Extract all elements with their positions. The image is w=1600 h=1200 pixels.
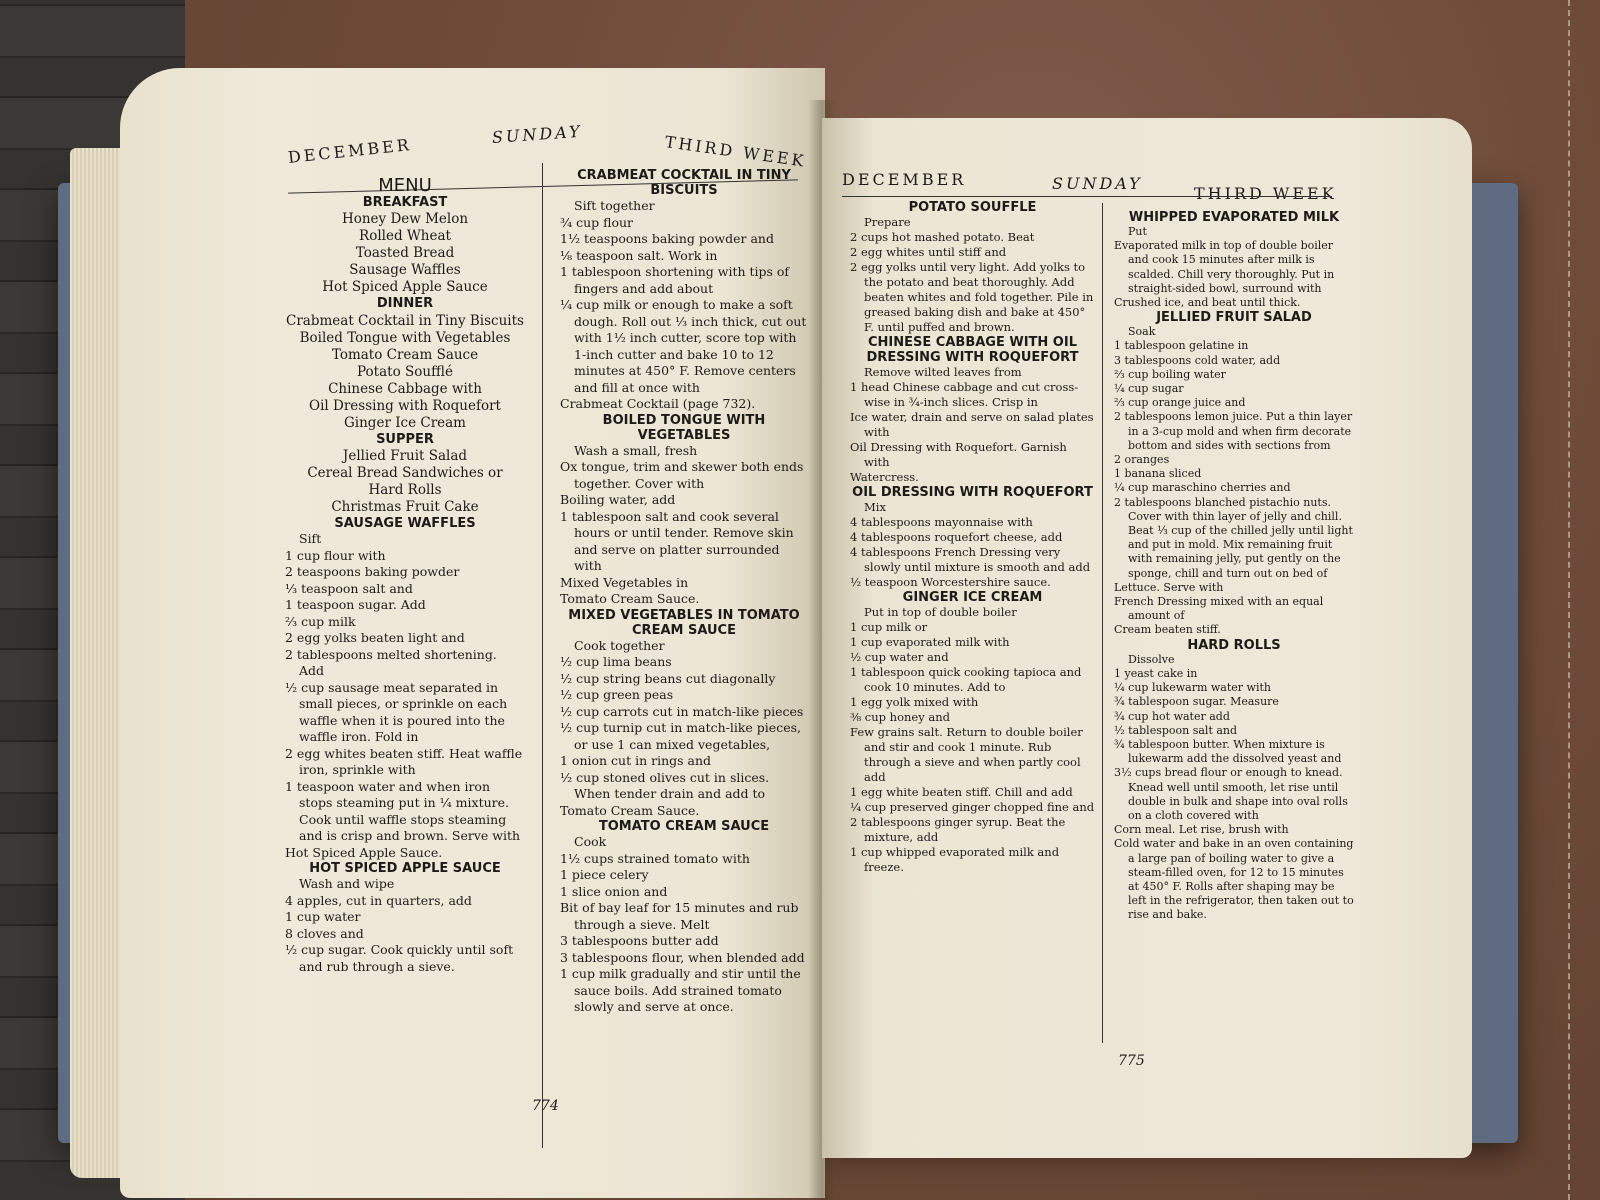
recipe-intro: Wash and wipe: [299, 876, 395, 891]
right-header-month: DECEMBER: [842, 170, 967, 189]
menu-item: Rolled Wheat: [359, 228, 451, 244]
menu-item: Chinese Cabbage with: [328, 380, 482, 397]
recipe-line: 1 tablespoon gelatine in: [1114, 339, 1249, 353]
recipe-title: MIXED VEGETABLES IN TOMATO CREAM SAUCE: [568, 607, 800, 638]
left-column-2: [560, 168, 808, 1016]
recipe: [285, 516, 525, 861]
recipe-line: 1 cup milk gradually and stir until the sauce boils. Add strained tomato slowly and serve at once.: [560, 966, 801, 1014]
recipe: [850, 335, 1095, 485]
recipe-line: 1 tablespoon shortening with tips of fingers and add about: [560, 264, 790, 296]
recipe-line: ½ cup water and: [850, 650, 949, 664]
recipe-line: 1 cup whipped evaporated milk and freeze.: [850, 845, 1060, 874]
recipe-line: 1 cup milk or: [850, 620, 928, 634]
left-column-rule: [542, 163, 543, 1148]
recipe-line: Cold water and bake in an oven containing a large pan of boiling water to give a steam-filled oven, for 12 to 15 minutes at 450° F. Rolls after shaping may be left in the refrigerator, then taken out to rise and bake.: [1114, 837, 1354, 922]
recipe-line: ½ teaspoon Worcestershire sauce.: [850, 575, 1051, 589]
menu-section-title: BREAKFAST: [362, 194, 448, 210]
recipe-title: BOILED TONGUE WITH VEGETABLES: [602, 412, 766, 443]
recipe-line: ¼ cup preserved ginger chopped fine and: [850, 800, 1095, 814]
recipe-title: HARD ROLLS: [1187, 637, 1281, 653]
recipe-line: ¼ cup lukewarm water with: [1114, 681, 1271, 695]
recipe-line: 1 yeast cake in: [1114, 666, 1198, 680]
recipe-line: Tomato Cream Sauce.: [560, 591, 700, 606]
recipe-line: Hot Spiced Apple Sauce.: [285, 844, 443, 860]
recipe-line: ½ cup turnip cut in match-like pieces, or use 1 can mixed vegetables,: [560, 720, 801, 752]
recipe-line: Mixed Vegetables in: [560, 574, 689, 590]
menu-item: Hard Rolls: [368, 482, 442, 498]
menu-item: Jellied Fruit Salad: [342, 448, 468, 464]
right-header-rule: [842, 196, 1332, 197]
recipe-line: 1½ teaspoons baking powder and: [560, 231, 774, 246]
recipe-title: WHIPPED EVAPORATED MILK: [1128, 210, 1340, 225]
recipe-line: ⅛ teaspoon salt. Work in: [560, 247, 718, 263]
recipe-intro: Prepare: [864, 215, 911, 229]
recipe-intro: Cook together: [574, 637, 665, 653]
recipe-line: 1 cup water: [285, 909, 361, 924]
recipe-line: ⅔ cup boiling water: [1114, 367, 1226, 381]
recipe-intro: Dissolve: [1128, 652, 1175, 666]
recipe-intro: Wash a small, fresh: [574, 442, 698, 458]
recipe-line: 1 teaspoon water and when iron stops steaming put in ¼ mixture. Cook until waffle stops steaming and is crisp and brown. Serve with: [285, 778, 521, 843]
recipe-line: 4 tablespoons French Dressing very slowly until mixture is smooth and add: [850, 545, 1091, 574]
recipe: [1114, 638, 1354, 923]
right-page-number: 775: [1118, 1053, 1145, 1069]
recipe-title: CRABMEAT COCKTAIL IN TINY BISCUITS: [577, 168, 791, 198]
recipe-line: 1 tablespoon salt and cook several hours or until tender. Remove skin and serve on platter surrounded with: [560, 508, 794, 573]
right-col1-recipes: [850, 200, 1095, 875]
recipe-line: ½ cup green peas: [560, 687, 674, 702]
recipe-line: 1 egg yolk mixed with: [850, 695, 979, 709]
recipe-line: 4 tablespoons roquefort cheese, add: [850, 530, 1063, 544]
recipe-line: 1 cup evaporated milk with: [850, 635, 1010, 649]
recipe-intro: Sift together: [574, 198, 655, 213]
recipe-title: CHINESE CABBAGE WITH OIL DRESSING WITH ROQUEFORT: [866, 335, 1079, 365]
recipe: [560, 608, 808, 820]
recipe-intro: Cook: [574, 834, 607, 849]
recipe-line: ⅜ cup honey and: [850, 710, 950, 724]
recipe-line: 3 tablespoons butter add: [560, 933, 719, 948]
menu-item: Boiled Tongue with Vegetables: [299, 329, 511, 346]
recipe-line: 2 cups hot mashed potato. Beat: [850, 230, 1035, 244]
menu-item: Honey Dew Melon: [341, 211, 469, 227]
recipe-line: ½ tablespoon salt and: [1114, 723, 1238, 737]
recipe-line: ¼ cup milk or enough to make a soft dough. Roll out ⅓ inch thick, cut out with 1½ inch cutter, score top with 1-inch cutter and bake 10 to 12 minutes at 450° F. Remove centers and fill at once with: [560, 297, 807, 395]
left-col2-recipes: [560, 168, 808, 1016]
recipe-line: Crabmeat Cocktail (page 732).: [560, 396, 756, 411]
menu-item: Potato Soufflé: [357, 363, 453, 380]
recipe-line: 1 slice onion and: [560, 883, 668, 899]
left-header-day: SUNDAY: [491, 121, 584, 147]
menu-item: Crabmeat Cocktail in Tiny Biscuits: [286, 312, 524, 329]
menu-title: MENU: [378, 175, 432, 196]
recipe-line: 4 tablespoons mayonnaise with: [850, 515, 1033, 529]
recipe-line: ¾ tablespoon sugar. Measure: [1114, 695, 1279, 709]
menu-section-title: SUPPER: [376, 431, 434, 447]
recipe-line: 2 tablespoons ginger syrup. Beat the mixture, add: [850, 815, 1066, 844]
recipe-line: ⅔ cup milk: [285, 613, 356, 629]
recipe-line: 4 apples, cut in quarters, add: [285, 892, 472, 908]
right-column-2: [1114, 210, 1354, 923]
left-header-month: DECEMBER: [287, 135, 413, 167]
right-header-week: THIRD WEEK: [1194, 184, 1337, 203]
left-column-1: [285, 175, 525, 975]
recipe-line: Boiling water, add: [560, 492, 676, 507]
menu-item: Sausage Waffles: [349, 262, 461, 278]
recipe-line: Tomato Cream Sauce.: [560, 802, 700, 818]
right-column-1: [850, 200, 1095, 875]
recipe-line: ½ cup carrots cut in match-like pieces: [560, 703, 804, 719]
recipe-line: Corn meal. Let rise, brush with: [1114, 823, 1289, 837]
recipe-line: 1 tablespoon quick cooking tapioca and cook 10 minutes. Add to: [850, 665, 1082, 694]
menu-section-title: DINNER: [376, 296, 434, 311]
recipe-line: Evaporated milk in top of double boiler and cook 15 minutes after milk is scalded. Chill very thoroughly. Put in straight-sided bowl, surround with: [1114, 239, 1335, 295]
recipe: [1114, 210, 1354, 310]
recipe: [560, 413, 808, 608]
right-page: [822, 118, 1472, 1158]
recipe-intro: Soak: [1128, 325, 1156, 339]
recipe-line: 2 teaspoons baking powder: [285, 564, 460, 579]
recipe: [560, 819, 808, 1016]
recipe-line: Oil Dressing with Roquefort. Garnish with: [850, 440, 1067, 469]
right-col2-recipes: [1114, 210, 1354, 923]
menu-item: Cereal Bread Sandwiches or: [307, 465, 503, 481]
left-page: [120, 68, 825, 1198]
recipe-line: 1 banana sliced: [1114, 467, 1202, 481]
recipe-line: ¾ cup hot water add: [1114, 709, 1230, 723]
right-header-day: SUNDAY: [1052, 174, 1143, 193]
recipe-title: SAUSAGE WAFFLES: [334, 516, 476, 531]
recipe-line: 2 egg yolks beaten light and: [285, 630, 465, 645]
recipe-line: 1 onion cut in rings and: [560, 753, 712, 768]
recipe: [285, 861, 525, 975]
recipe: [1114, 310, 1354, 637]
recipe-line: 3½ cups bread flour or enough to knead. Knead well until smooth, let rise until double in bulk and shape into oval rolls on a cloth covered with: [1114, 766, 1348, 822]
recipe-intro: Put in top of double boiler: [864, 605, 1017, 619]
recipe-line: Ox tongue, trim and skewer both ends together. Cover with: [560, 459, 804, 491]
recipe-line: 2 egg yolks until very light. Add yolks to the potato and beat thoroughly. Add beaten whites and fold together. Pile in greased baking dish and bake at 450° F. until puffed and brown.: [850, 260, 1094, 334]
left-col1-recipes: [285, 516, 525, 975]
recipe-line: ¾ cup flour: [560, 214, 634, 230]
recipe-intro: Put: [1128, 225, 1147, 238]
recipe-line: 3 tablespoons flour, when blended add: [560, 949, 805, 965]
recipe: [850, 590, 1095, 875]
recipe-line: Ice water, drain and serve on salad plates with: [850, 410, 1094, 439]
recipe-title: POTATO SOUFFLE: [908, 200, 1037, 215]
recipe-line: 2 egg whites beaten stiff. Heat waffle iron, sprinkle with: [285, 745, 523, 777]
recipe-title: GINGER ICE CREAM: [902, 590, 1043, 605]
recipe-line: 2 oranges: [1114, 453, 1170, 467]
recipe-line: 1½ cups strained tomato with: [560, 850, 750, 866]
recipe-intro: Mix: [864, 500, 886, 514]
recipe-line: 1 cup flour with: [285, 547, 386, 563]
recipe-line: ½ cup lima beans: [560, 654, 672, 669]
recipe-intro: Remove wilted leaves from: [864, 365, 1022, 379]
recipe-line: Few grains salt. Return to double boiler and stir and cook 1 minute. Rub through a sieve and when partly cool add: [850, 725, 1083, 784]
recipe-line: 2 tablespoons melted shortening. Add: [285, 646, 497, 678]
menu-item: Ginger Ice Cream: [344, 414, 466, 431]
recipe-line: ⅓ teaspoon salt and: [285, 580, 413, 596]
recipe-line: 3 tablespoons cold water, add: [1114, 353, 1281, 367]
left-page-number: 774: [532, 1098, 559, 1114]
right-column-rule: [1102, 203, 1103, 1043]
menu-item: Hot Spiced Apple Sauce: [322, 279, 488, 295]
recipe-line: 8 cloves and: [285, 925, 364, 941]
menu-sections: [285, 195, 525, 517]
recipe-line: 2 egg whites until stiff and: [850, 245, 1007, 259]
menu-item: Toasted Bread: [355, 245, 455, 261]
recipe-line: ⅔ cup orange juice and: [1114, 396, 1246, 410]
recipe-line: Cream beaten stiff.: [1114, 623, 1221, 637]
recipe-line: Watercress.: [850, 470, 919, 484]
recipe-title: HOT SPICED APPLE SAUCE: [309, 861, 501, 876]
recipe-line: Lettuce. Serve with: [1114, 580, 1224, 594]
recipe-line: Bit of bay leaf for 15 minutes and rub through a sieve. Melt: [560, 900, 799, 932]
menu-item: Christmas Fruit Cake: [331, 499, 479, 515]
recipe-line: ¼ cup maraschino cherries and: [1114, 481, 1291, 495]
recipe-line: 1 egg white beaten stiff. Chill and add: [850, 785, 1073, 799]
recipe-line: ½ cup sausage meat separated in small pieces, or sprinkle on each waffle when it is poured into the waffle iron. Fold in: [285, 679, 508, 744]
recipe-line: ½ cup string beans cut diagonally: [560, 670, 776, 686]
recipe: [560, 168, 808, 413]
recipe-line: French Dressing mixed with an equal amount of: [1114, 595, 1324, 623]
recipe: [850, 485, 1095, 590]
recipe-line: 2 tablespoons lemon juice. Put a thin layer in a 3-cup mold and when firm decorate bottom and sides with sections from: [1114, 410, 1353, 452]
menu-item: Oil Dressing with Roquefort: [309, 397, 501, 414]
recipe-intro: Sift: [299, 531, 322, 546]
recipe-line: ½ cup stoned olives cut in slices. When tender drain and add to: [560, 769, 770, 801]
recipe-line: 1 teaspoon sugar. Add: [285, 597, 426, 612]
recipe-line: ¼ cup sugar: [1114, 382, 1184, 396]
recipe: [850, 200, 1095, 335]
recipe-line: ¾ tablespoon butter. When mixture is lukewarm add the dissolved yeast and: [1114, 737, 1342, 766]
recipe-title: TOMATO CREAM SAUCE: [598, 819, 770, 834]
mat-stitching: [1568, 0, 1570, 1200]
recipe-line: 1 piece celery: [560, 867, 649, 882]
recipe-title: OIL DRESSING WITH ROQUEFORT: [852, 485, 1093, 500]
recipe-line: 1 head Chinese cabbage and cut cross-wise in ¾-inch slices. Crisp in: [850, 380, 1079, 409]
recipe-title: JELLIED FRUIT SALAD: [1156, 310, 1312, 326]
left-header-week: THIRD WEEK: [663, 132, 808, 171]
recipe-line: 2 tablespoons blanched pistachio nuts. Cover with thin layer of jelly and chill. Beat ⅓ cup of the chilled jelly until light and put in mold. Mix remaining fruit with remaining jelly, put gently on the sponge, chill and turn out on bed of: [1114, 495, 1353, 580]
recipe-line: Crushed ice, and beat until thick.: [1114, 296, 1301, 310]
menu-item: Tomato Cream Sauce: [331, 346, 479, 363]
recipe-line: ½ cup sugar. Cook quickly until soft and rub through a sieve.: [285, 942, 514, 974]
